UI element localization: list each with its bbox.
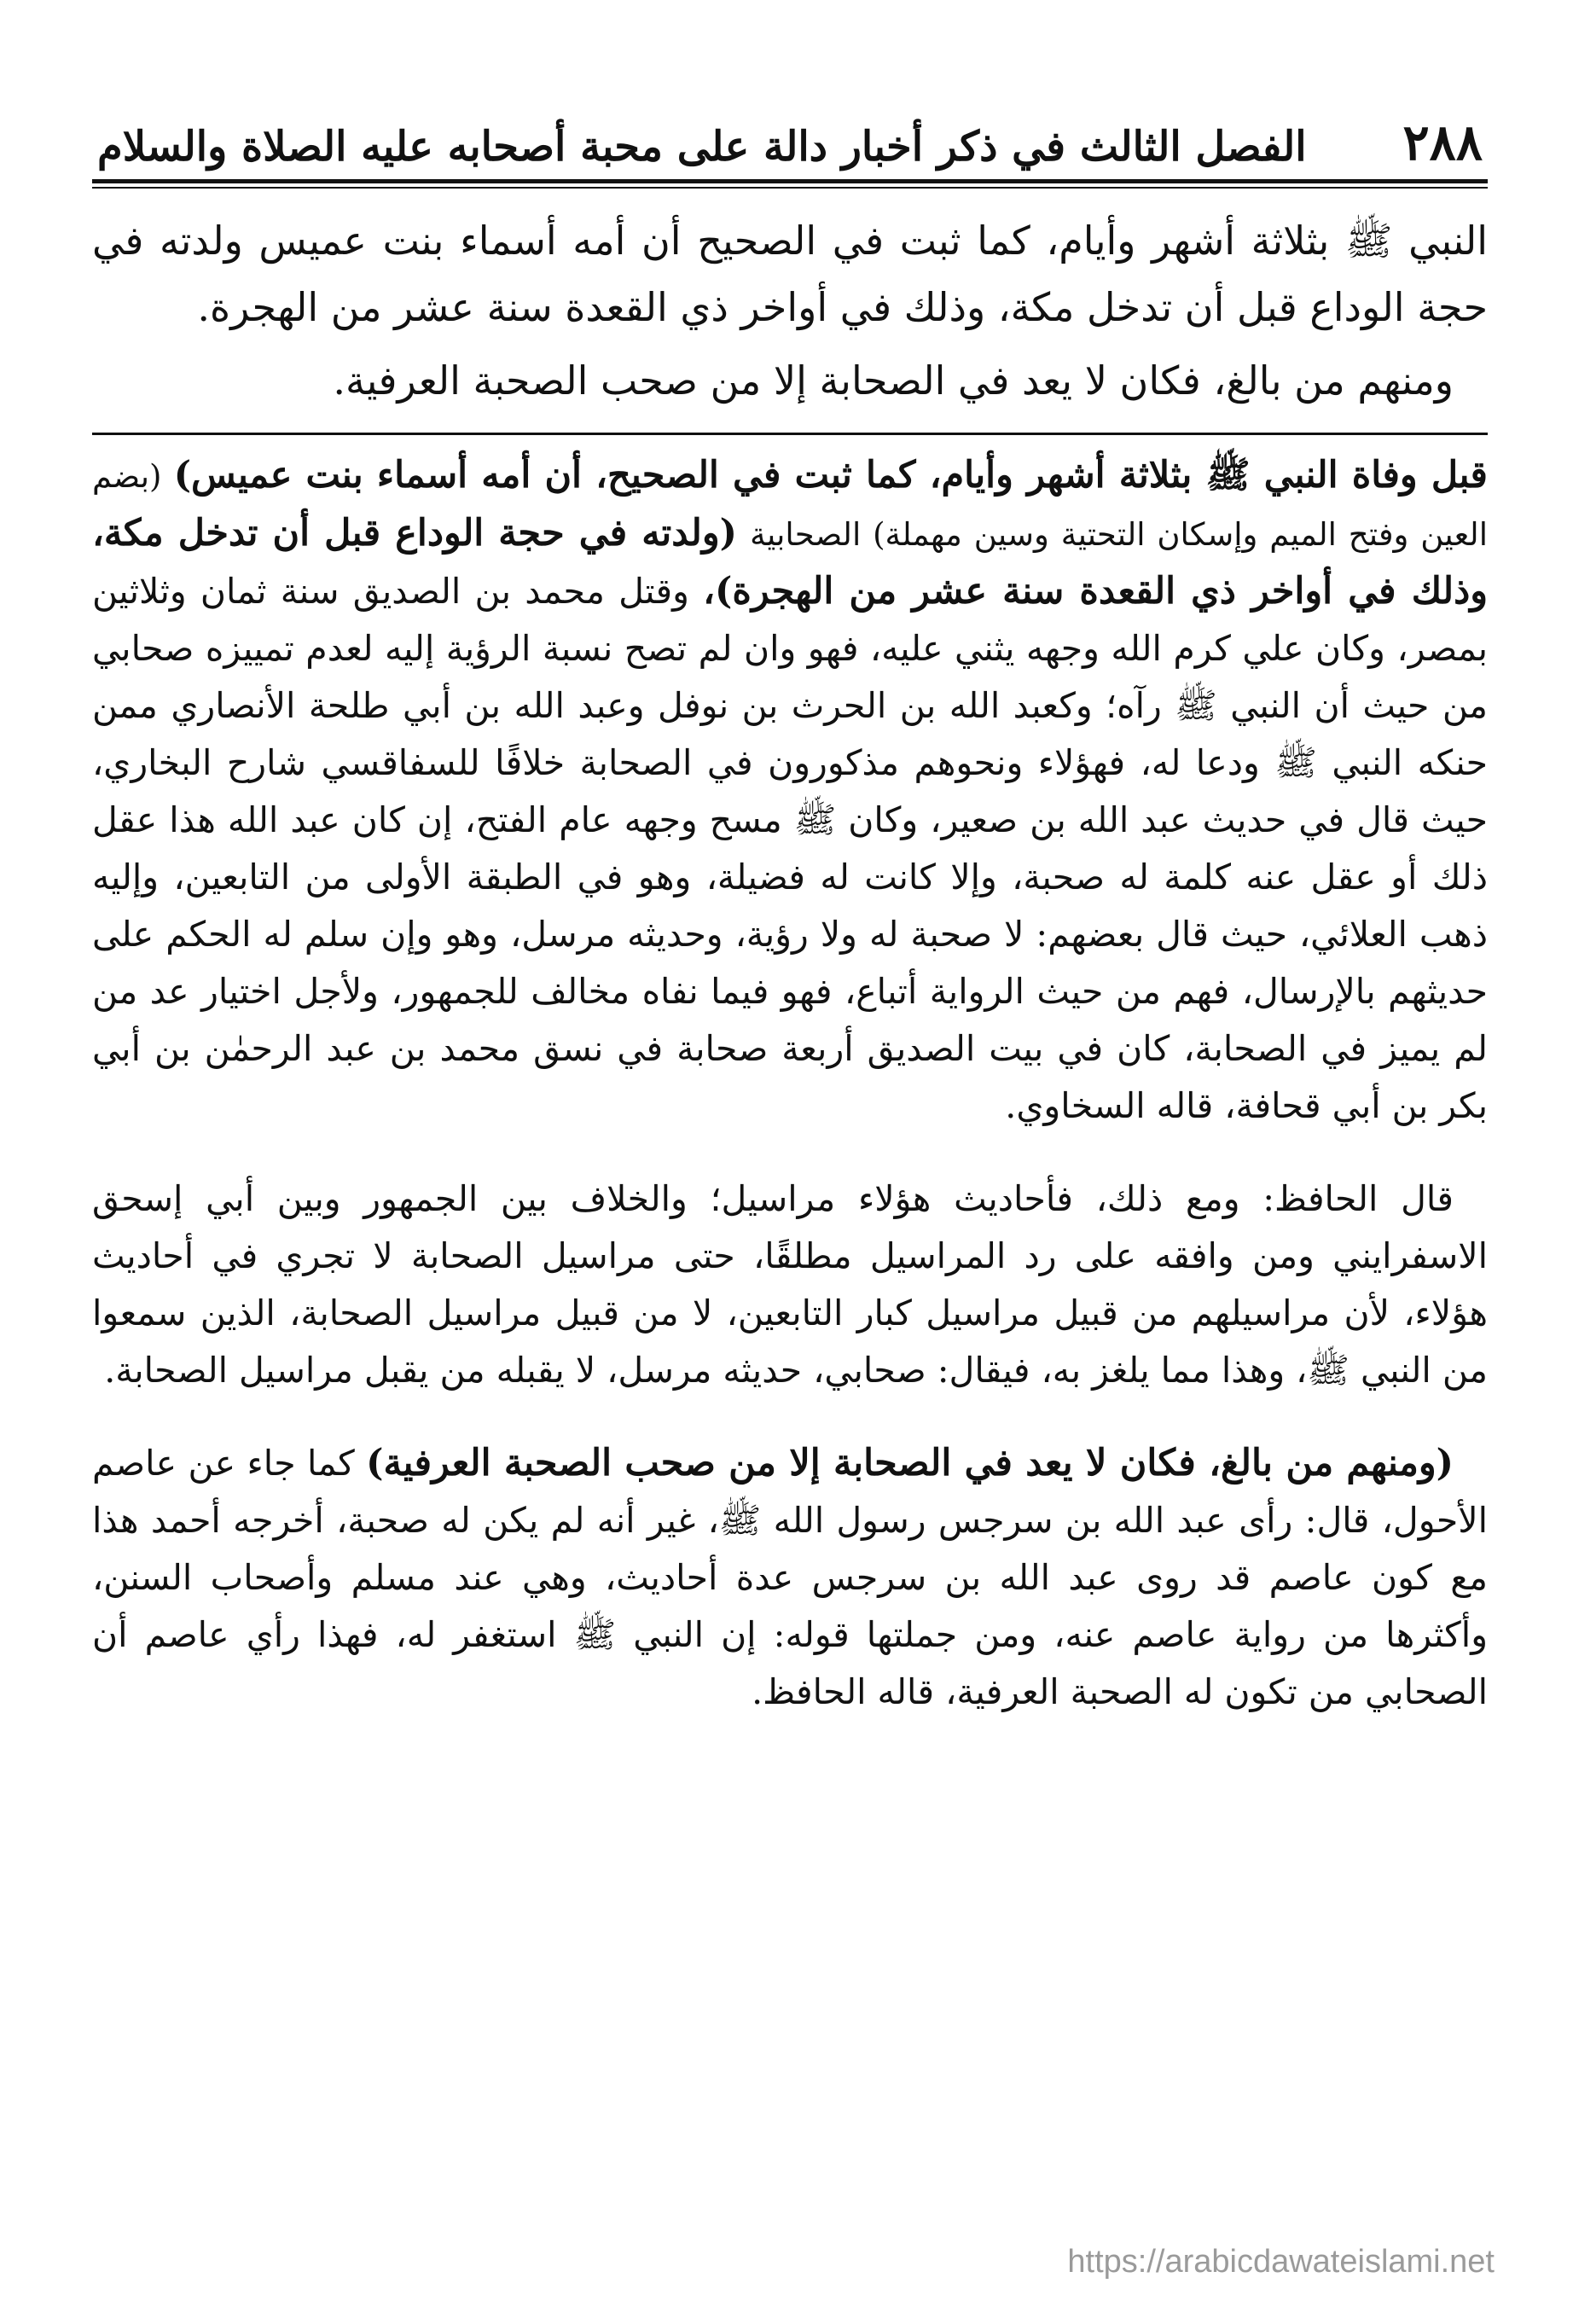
main-text (92, 207, 1488, 414)
main-paragraph-1: النبي ﷺ بثلاثة أشهر وأيام، كما ثبت في الصحيح أن أمه أسماء بنت عميس ولدته في حجة الوداع قبل أن تدخل مكة، وذلك في أواخر ذي القعدة سنة عشر من الهجرة. (92, 218, 1488, 330)
commentary-divider (92, 433, 1488, 435)
commentary-text-span: وقتل محمد بن الصديق سنة ثمان وثلاثين بمصر، وكان علي كرم الله وجهه يثني عليه، فهو وان لم تصح نسبة الرؤية إليه لعدم تمييزه صحابي من حيث أن النبي ﷺ رآه؛ وكعبد الله بن الحرث بن نوفل وعبد الله بن أبي طلحة الأنصاري ممن حنكه النبي ﷺ ودعا له، فهؤلاء ونحوهم مذكورون في الصحابة خلافًا للسفاقسي شارح البخاري، حيث قال في حديث عبد الله بن صعير، وكان ﷺ مسح وجهه عام الفتح، إن كان عبد الله هذا عقل ذلك أو عقل عنه كلمة له صحبة، وإلا كانت له فضيلة، وهو في الطبقة الأولى من التابعين، وإليه ذهب العلائي، حيث قال بعضهم: لا صحبة له ولا رؤية، وحديثه مرسل، وهو وإن سلم له الحكم على حديثهم بالإرسال، فهم من حيث الرواية أتباع، فهو فيما نفاه مخالف للجمهور، ولأجل اختيار عد من لم يميز في الصحابة، كان في بيت الصديق أربعة صحابة في نسق محمد بن عبد الرحمٰن بن أبي بكر بن أبي قحافة، قاله السخاوي. (92, 571, 1489, 1126)
commentary-paragraph-1 (92, 447, 1488, 1135)
quoted-main-text: قبل وفاة النبي ﷺ بثلاثة أشهر وأيام، كما ثبت في الصحيح، أن أمه أسماء بنت عميس) (173, 454, 1488, 497)
header-rule (92, 179, 1488, 189)
commentary-text-span: (بضم العين وفتح الميم وإسكان التحتية وسين مهملة) الصحابية (92, 458, 1488, 553)
quoted-main-text: (ولدته في حجة الوداع قبل أن تدخل مكة، وذلك في أواخر ذي القعدة سنة عشر من الهجرة)، (92, 512, 1488, 613)
book-page (92, 85, 1488, 1721)
watermark-url: https://arabicdawateislami.net (1067, 2244, 1495, 2280)
commentary-paragraph-2: قال الحافظ: ومع ذلك، فأحاديث هؤلاء مراسيل؛ والخلاف بين الجمهور وبين أبي إسحق الاسفرايني ومن وافقه على رد المراسيل مطلقًا، حتى مراسيل الصحابة لا تجري في أحاديث هؤلاء، لأن مراسيلهم من قبيل مراسيل كبار التابعين، لا من قبيل مراسيل الصحابة، الذين سمعوا من النبي ﷺ، وهذا مما يلغز به، فيقال: صحابي، حديثه مرسل، لا يقبله من يقبل مراسيل الصحابة. (92, 1178, 1488, 1391)
page-number: ٢٨٨ (1402, 113, 1483, 171)
commentary-text-span: كما جاء عن عاصم الأحول، قال: رأى عبد الله بن سرجس رسول الله ﷺ، غير أنه لم يكن له صحبة، أخرجه أحمد هذا مع كون عاصم قد روى عبد الله بن سرجس عدة أحاديث، وهي عند مسلم وأصحاب السنن، وأكثرها من رواية عاصم عنه، ومن جملتها قوله: إن النبي ﷺ استغفر له، فهذا رأي عاصم أن الصحابي من تكون له الصحبة العرفية، قاله الحافظ. (92, 1443, 1488, 1712)
running-title: الفصل الثالث في ذكر أخبار دالة على محبة أصحابه عليه الصلاة والسلام (97, 123, 1307, 171)
main-paragraph-2: ومنهم من بالغ، فكان لا يعد في الصحابة إلا من صحب الصحبة العرفية. (333, 357, 1454, 404)
quoted-main-text: (ومنهم من بالغ، فكان لا يعد في الصحابة إلا من صحب الصحبة العرفية) (366, 1442, 1454, 1484)
page-header (92, 85, 1488, 171)
commentary-text (92, 447, 1488, 1721)
commentary-paragraph-3 (92, 1435, 1488, 1721)
